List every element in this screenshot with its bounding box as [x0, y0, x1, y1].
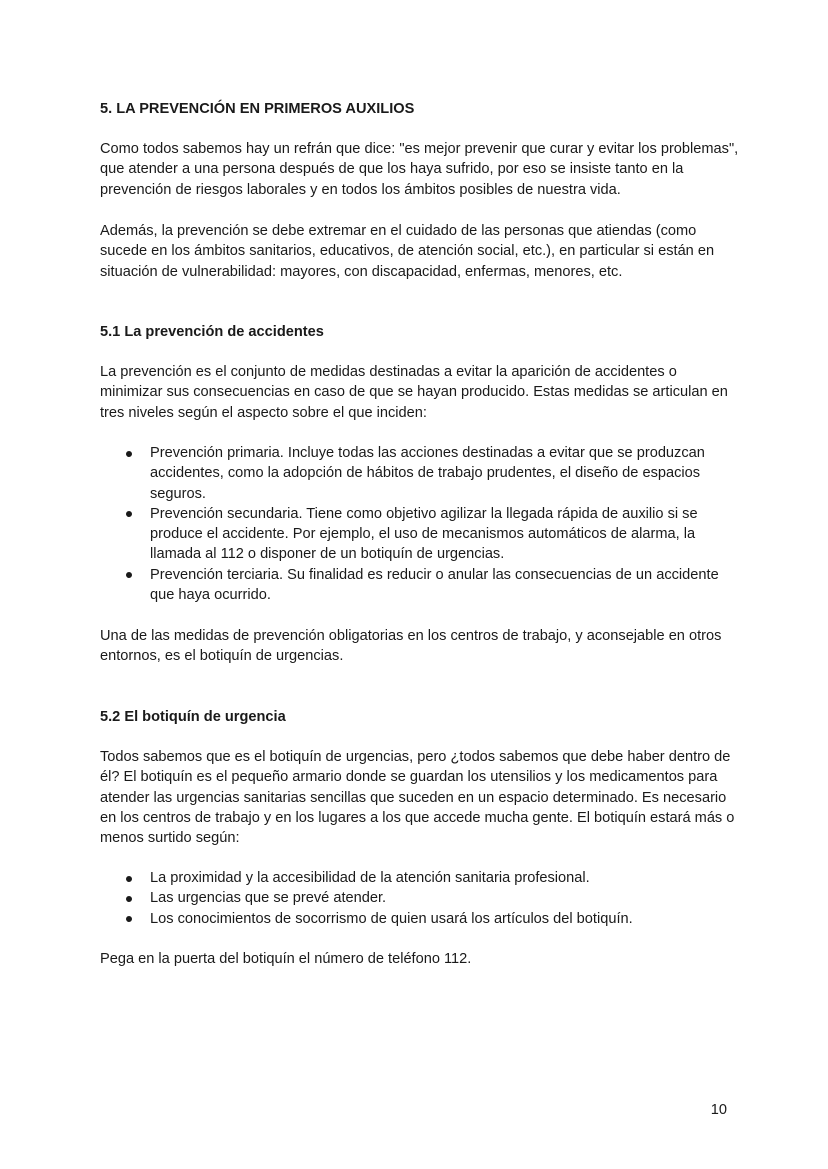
- list-item: [100, 504, 740, 565]
- prevention-levels-list: [100, 443, 740, 605]
- section-5-2-intro: Todos sabemos que es el botiquín de urgencias, pero ¿todos sabemos que debe haber dentro de él? El botiquín es el pequeño armario donde se guardan los utensilios y los medicamentos para atender las urgencias sanitarias sencillas que suceden en un espacio determinado. Es necesario en los centros de trabajo y en los lugares a los que accede mucha gente. El botiquín estará más o menos surtido según:: [100, 749, 735, 847]
- list-item: [100, 443, 740, 504]
- section-5-paragraph-1: Como todos sabemos hay un refrán que dice: "es mejor prevenir que curar y evitar los problemas", que atender a una persona después de que los haya sufrido, por eso se insiste tanto en la prevención de riesgos laborales y en todos los ámbitos posibles de nuestra vida.: [100, 141, 739, 198]
- list-item: [100, 565, 740, 606]
- section-5-paragraph-2: Además, la prevención se debe extremar en el cuidado de las personas que atiendas (como sucede en los ámbitos sanitarios, educativos, de atención social, etc.), en particular si están en situación de vulnerabilidad: mayores, con discapacidad, enfermas, menores, etc.: [100, 223, 715, 280]
- list-item-text: Prevención secundaria. Tiene como objetivo agilizar la llegada rápida de auxilio si se produce el accidente. Por ejemplo, el uso de mecanismos automáticos de alarma, la llamada al 112 o disponer de un botiquín de urgencias.: [150, 505, 698, 563]
- first-aid-kit-factors-list: [100, 868, 740, 929]
- list-item-text: La proximidad y la accesibilidad de la atención sanitaria profesional.: [150, 870, 590, 886]
- bullet-icon: [126, 451, 132, 457]
- section-5-2-closing: Pega en la puerta del botiquín el número de teléfono 112.: [100, 951, 472, 967]
- list-item: [100, 909, 740, 929]
- list-item-text: Las urgencias que se prevé atender.: [150, 890, 387, 907]
- section-5-1-title: 5.1 La prevención de accidentes: [100, 324, 324, 340]
- list-item-text: Prevención primaria. Incluye todas las acciones destinadas a evitar que se produzcan accidentes, como la adopción de hábitos de trabajo prudentes, el diseño de espacios seguros.: [150, 445, 705, 502]
- bullet-icon: [126, 916, 132, 922]
- list-item: [100, 868, 740, 888]
- bullet-icon: [126, 572, 132, 578]
- section-5-1-intro: La prevención es el conjunto de medidas destinadas a evitar la aparición de accidentes o minimizar sus consecuencias en caso de que se hayan producido. Estas medidas se articulan en tres niveles según el aspecto sobre el que inciden:: [100, 364, 728, 421]
- page-number: 10: [710, 1102, 727, 1118]
- section-5-1-closing: Una de las medidas de prevención obligatorias en los centros de trabajo, y aconsejable en otros entornos, es el botiquín de urgencias.: [100, 628, 722, 665]
- list-item-text: Los conocimientos de socorrismo de quien usará los artículos del botiquín.: [150, 910, 633, 927]
- bullet-icon: [126, 511, 132, 517]
- list-item: [100, 888, 740, 908]
- section-5-title: 5. LA PREVENCIÓN EN PRIMEROS AUXILIOS: [100, 101, 415, 117]
- section-5-2-title: 5.2 El botiquín de urgencia: [100, 709, 286, 725]
- list-item-text: Prevención terciaria. Su finalidad es reducir o anular las consecuencias de un accidente que haya ocurrido.: [150, 566, 719, 604]
- bullet-icon: [126, 876, 132, 882]
- bullet-icon: [126, 896, 132, 902]
